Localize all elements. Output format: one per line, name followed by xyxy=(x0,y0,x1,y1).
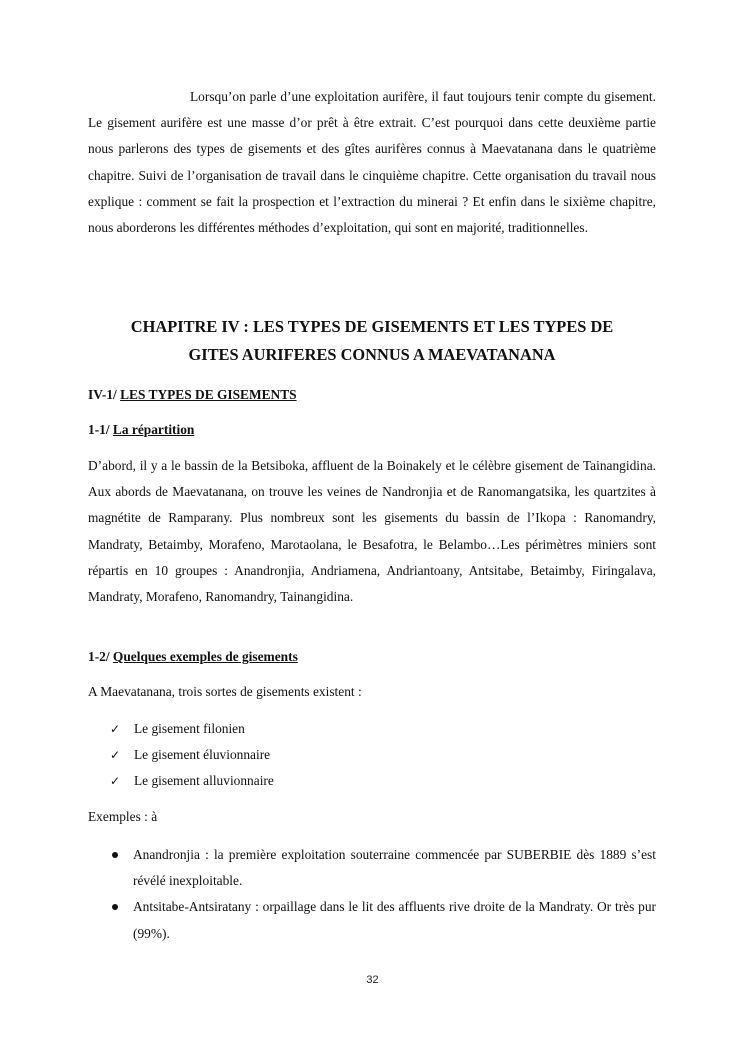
bullet-icon xyxy=(112,852,118,858)
examples-label: Exemples : à xyxy=(88,809,158,824)
chapter-title-line-2: GITES AURIFERES CONNUS A MAEVATANANA xyxy=(188,345,556,364)
section-heading-1-2 xyxy=(88,648,298,666)
bullet-icon xyxy=(112,904,118,910)
sorts-intro: A Maevatanana, trois sortes de gisements existent : xyxy=(88,684,362,699)
list-item-text: Anandronjia : la première exploitation souterraine commencée par SUBERBIE dès 1889 s’est révélé inexploitable. xyxy=(133,847,656,889)
checkmark-icon: ✓ xyxy=(110,774,121,788)
list-item-label: Le gisement alluvionnaire xyxy=(134,773,274,788)
gisement-types-list xyxy=(110,716,274,794)
section-heading-1-1 xyxy=(88,421,194,439)
section-title: LES TYPES DE GISEMENTS xyxy=(120,387,297,402)
examples-list xyxy=(108,842,656,947)
page-number: 32 xyxy=(366,974,379,986)
list-item xyxy=(110,742,274,768)
repartition-paragraph: D’abord, il y a le bassin de la Betsiboka, affluent de la Boinakely et le célèbre gisement de Tainangidina. Aux abords de Maevatanana, on trouve les veines de Nandronjia et de Ranomangatsika, les quartzites à magnétite de Ramparany. Plus nombreux sont les gisements du bassin de l’Ikopa : Ranomandry, Mandraty, Betaimby, Morafeno, Marotaolana, le Besafotra, le Belambo…Les périmètres miniers sont répartis en 10 groupes : Anandronjia, Andriamena, Andriantoany, Antsitabe, Betaimby, Firingalava, Mandraty, Morafeno, Ranomandry, Tainangidina. xyxy=(88,458,656,605)
section-number: 1-1/ xyxy=(88,422,113,437)
list-item-label: Le gisement filonien xyxy=(134,721,245,736)
section-title: La répartition xyxy=(112,422,195,437)
section-number: IV-1/ xyxy=(88,387,121,402)
chapter-title-line-1: CHAPITRE IV : LES TYPES DE GISEMENTS ET LES TYPES DE xyxy=(130,317,614,336)
list-item-text: Antsitabe-Antsiratany : orpaillage dans le lit des affluents rive droite de la Mandraty. Or très pur (99%). xyxy=(133,899,656,941)
list-item-label: Le gisement éluvionnaire xyxy=(134,747,271,762)
repartition-block xyxy=(88,453,656,610)
list-item xyxy=(108,842,656,894)
checkmark-icon: ✓ xyxy=(110,722,121,736)
list-item xyxy=(110,716,274,742)
list-item xyxy=(110,768,274,794)
chapter-title xyxy=(88,313,656,369)
intro-paragraph: Lorsqu’on parle d’une exploitation aurifère, il faut toujours tenir compte du gisement. Le gisement aurifère est une masse d’or prêt à être extrait. C’est pourquoi dans cette deuxième partie nous parlerons des types de gisements et des gîtes aurifères connus à Maevatanana dans le quatrième chapitre. Suivi de l’organisation de travail dans le cinquième chapitre. Cette organisation du travail nous explique : comment se fait la prospection et l’extraction du minerai ? Et enfin dans le sixième chapitre, nous aborderons les différentes méthodes d’exploitation, qui sont en majorité, traditionnelles. xyxy=(88,89,656,236)
section-number: 1-2/ xyxy=(88,649,113,664)
list-item xyxy=(108,894,656,946)
checkmark-icon: ✓ xyxy=(110,748,121,762)
section-heading-iv-1 xyxy=(88,386,297,404)
section-title: Quelques exemples de gisements xyxy=(112,649,298,664)
intro-block xyxy=(88,84,656,241)
